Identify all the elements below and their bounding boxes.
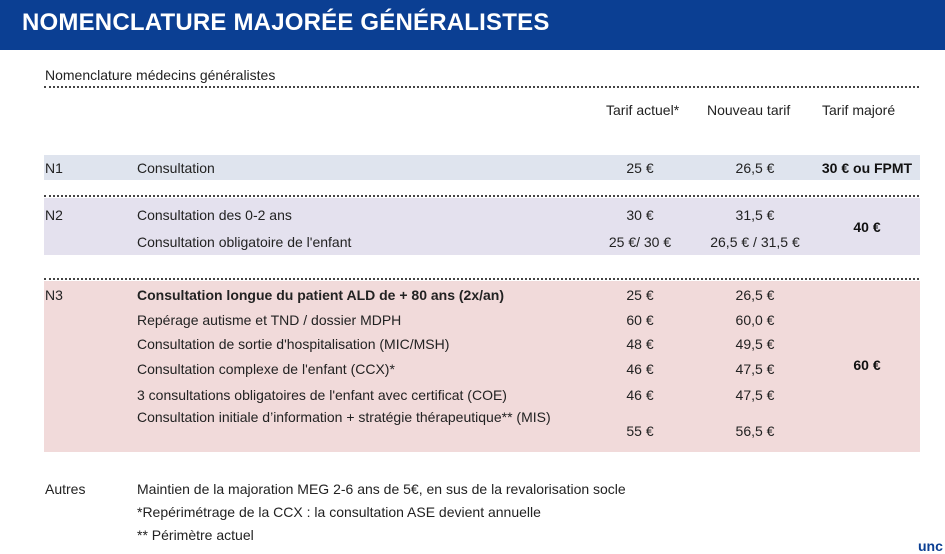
title-banner <box>0 0 945 50</box>
row-label: Repérage autisme et TND / dossier MDPH <box>137 312 402 328</box>
row-current-tariff: 30 € <box>626 207 654 223</box>
row-label: Consultation initiale d’information + stratégie thérapeutique** (MIS) <box>137 409 551 425</box>
row-new-tariff: 49,5 € <box>735 336 775 352</box>
footer-note: *Repérimétrage de la CCX : la consultation ASE devient annuelle <box>137 504 541 520</box>
other-label: Autres <box>45 481 86 497</box>
table-subtitle: Nomenclature médecins généralistes <box>45 67 276 83</box>
row-current-tariff: 46 € <box>626 387 654 403</box>
row-new-tariff: 47,5 € <box>735 387 775 403</box>
row-current-tariff: 55 € <box>626 423 654 439</box>
group-increased-tariff: 60 € <box>853 357 881 373</box>
row-current-tariff: 46 € <box>626 361 654 377</box>
group-code: N1 <box>45 160 63 176</box>
row-new-tariff: 56,5 € <box>735 423 775 439</box>
row-new-tariff: 26,5 € <box>735 160 775 176</box>
footer-note: Maintien de la majoration MEG 2-6 ans de 5€, en sus de la revalorisation socle <box>137 481 626 497</box>
row-label: Consultation obligatoire de l'enfant <box>137 234 352 250</box>
group-increased-tariff: 40 € <box>853 219 881 235</box>
dotted-divider <box>44 278 919 280</box>
row-label: Consultation <box>137 160 215 176</box>
row-new-tariff: 26,5 € / 31,5 € <box>710 234 800 250</box>
row-new-tariff: 26,5 € <box>735 287 775 303</box>
row-new-tariff: 60,0 € <box>735 312 775 328</box>
group-code: N3 <box>45 287 63 303</box>
row-current-tariff: 48 € <box>626 336 654 352</box>
corner-logo-fragment: unc <box>918 538 943 554</box>
row-label: Consultation longue du patient ALD de + 80 ans (2x/an) <box>137 287 505 303</box>
row-label: Consultation complexe de l'enfant (CCX)* <box>137 361 395 377</box>
row-label: Consultation de sortie d'hospitalisation (MIC/MSH) <box>137 336 450 352</box>
row-current-tariff: 25 € <box>626 287 654 303</box>
group-increased-tariff: 30 € ou FPMT <box>821 160 913 176</box>
row-new-tariff: 47,5 € <box>735 361 775 377</box>
row-current-tariff: 25 € <box>626 160 654 176</box>
row-current-tariff: 25 €/ 30 € <box>608 234 672 250</box>
dotted-divider <box>44 86 919 88</box>
page-title: NOMENCLATURE MAJORÉE GÉNÉRALISTES <box>22 9 550 36</box>
footer-note: ** Périmètre actuel <box>137 527 254 543</box>
row-current-tariff: 60 € <box>626 312 654 328</box>
row-label: Consultation des 0-2 ans <box>137 207 292 223</box>
column-header-current-tariff: Tarif actuel* <box>606 102 680 118</box>
column-header-new-tariff: Nouveau tarif <box>707 102 791 118</box>
row-new-tariff: 31,5 € <box>735 207 775 223</box>
column-header-increased-tariff: Tarif majoré <box>822 102 896 118</box>
dotted-divider <box>44 195 919 197</box>
group-code: N2 <box>45 207 63 223</box>
row-label: 3 consultations obligatoires de l'enfant avec certificat (COE) <box>137 387 507 403</box>
